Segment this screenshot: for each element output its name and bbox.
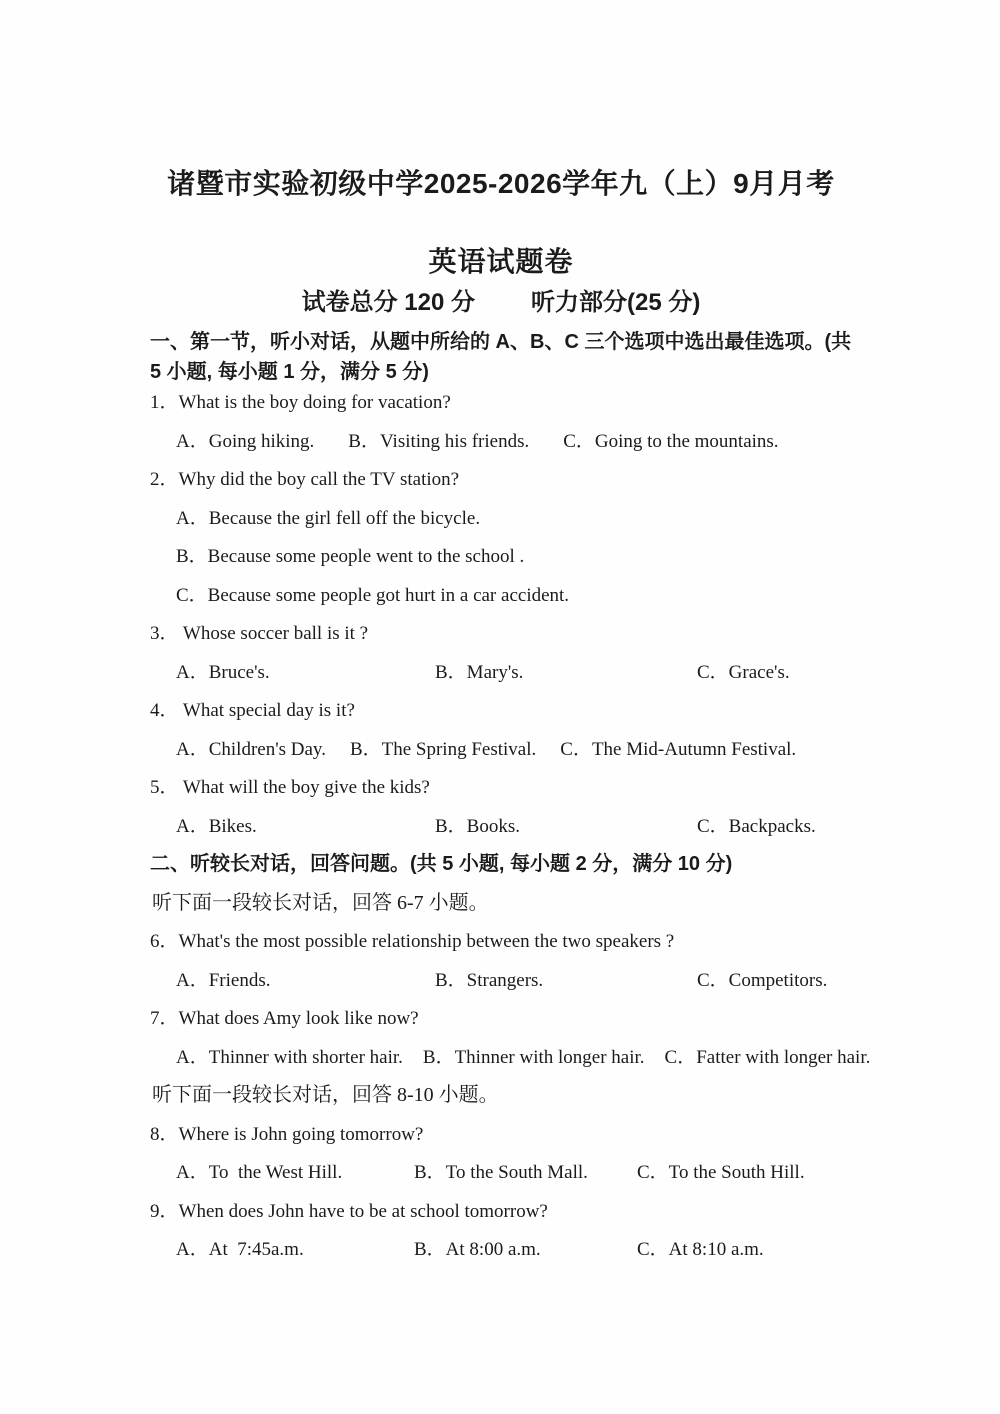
question-4-option-a: A．Children's Day. (176, 738, 326, 760)
section-2-heading: 二、听较长对话，回答问题。(共 5 小题, 每小题 2 分，满分 10 分) (150, 853, 733, 875)
question-list (150, 392, 871, 1260)
question-2-number: 2． (150, 469, 179, 490)
question-4-number: 4． (150, 700, 179, 721)
listening-part-label: 听力部分(25 分) (531, 289, 701, 316)
question-1-option-a: A．Going hiking. (176, 430, 315, 452)
question-5-text: What will the boy give the kids? (178, 777, 430, 798)
question-1-options (150, 431, 852, 452)
question-6-options (150, 970, 852, 991)
question-4-option-c: C．The Mid-Autumn Festival. (560, 738, 797, 760)
question-7 (150, 1008, 852, 1029)
question-9-option-a: A．At 7:45a.m. (176, 1239, 304, 1260)
question-2-option-b: B．Because some people went to the school . (176, 546, 525, 567)
question-8-options (150, 1162, 852, 1183)
question-8-option-a: A．To the West Hill. (176, 1162, 343, 1183)
section-2-note-2: 听下面一段较长对话，回答 8-10 小题。 (152, 1084, 499, 1106)
question-7-text: What does Amy look like now? (178, 1008, 419, 1029)
question-9 (150, 1201, 852, 1222)
question-1 (150, 392, 852, 413)
question-6-text: What's the most possible relationship between the two speakers ? (178, 931, 675, 952)
question-3-text: Whose soccer ball is it ? (178, 623, 369, 644)
question-6-option-c: C．Competitors. (697, 969, 828, 991)
question-5-number: 5． (150, 777, 179, 798)
question-3-option-b: B．Mary's. (435, 661, 524, 683)
question-4-option-b: B．The Spring Festival. (349, 738, 537, 760)
question-2 (150, 469, 852, 490)
question-3 (150, 623, 852, 644)
question-7-options (150, 1046, 871, 1068)
question-9-options (150, 1239, 852, 1260)
question-7-option-a: A．Thinner with shorter hair. (176, 1046, 403, 1068)
question-8 (150, 1124, 852, 1145)
question-2-option-a: A．Because the girl fell off the bicycle. (176, 507, 481, 529)
question-7-option-c: C．Fatter with longer hair. (664, 1046, 871, 1068)
section-2-note-1: 听下面一段较长对话，回答 6-7 小题。 (152, 891, 489, 914)
question-7-number: 7． (150, 1008, 179, 1029)
section-1-heading: 一、第一节，听小对话，从题中所给的 A、B、C 三个选项中选出最佳选项。(共 5 小题, 每小题 1 分，满分 5 分) (150, 331, 857, 383)
question-2-text: Why did the boy call the TV station? (178, 469, 460, 490)
question-5-options (150, 816, 852, 837)
question-9-option-b: B．At 8:00 a.m. (414, 1239, 541, 1260)
question-5 (150, 777, 852, 798)
question-9-option-c: C．At 8:10 a.m. (637, 1239, 764, 1260)
question-4 (150, 700, 852, 721)
question-3-option-a: A．Bruce's. (176, 661, 270, 683)
question-8-number: 8． (150, 1123, 179, 1145)
question-5-option-a: A．Bikes. (176, 815, 257, 837)
question-8-option-b: B．To the South Mall. (414, 1162, 588, 1183)
question-1-option-c: C．Going to the mountains. (563, 430, 779, 452)
question-6-number: 6． (150, 931, 179, 952)
question-6 (150, 931, 852, 952)
question-6-option-b: B．Strangers. (435, 969, 544, 991)
question-1-text: What is the boy doing for vacation? (178, 392, 451, 413)
page-title: 诸暨市实验初级中学2025-2026学年九（上）9月月考 (167, 168, 835, 199)
question-4-options (150, 739, 852, 760)
question-8-option-c: C．To the South Hill. (637, 1162, 805, 1183)
question-4-text: What special day is it? (178, 700, 355, 721)
score-line (150, 288, 852, 318)
question-2-option-c: C．Because some people got hurt in a car accident. (176, 584, 570, 606)
question-9-number: 9． (150, 1200, 179, 1222)
question-3-option-c: C．Grace's. (697, 661, 790, 683)
question-8-text: Where is John going tomorrow? (178, 1123, 424, 1145)
total-score-label: 试卷总分 120 分 (301, 289, 476, 316)
question-1-option-b: B．Visiting his friends. (348, 430, 530, 452)
paper-subtitle: 英语试题卷 (428, 246, 574, 277)
question-6-option-a: A．Friends. (176, 969, 271, 991)
question-9-text: When does John have to be at school tomorrow? (178, 1200, 548, 1222)
question-3-number: 3． (150, 623, 179, 644)
question-5-option-c: C．Backpacks. (697, 815, 816, 837)
question-3-options (150, 662, 852, 683)
question-1-number: 1． (150, 392, 179, 413)
question-7-option-b: B．Thinner with longer hair. (422, 1046, 645, 1068)
question-5-option-b: B．Books. (435, 815, 520, 837)
